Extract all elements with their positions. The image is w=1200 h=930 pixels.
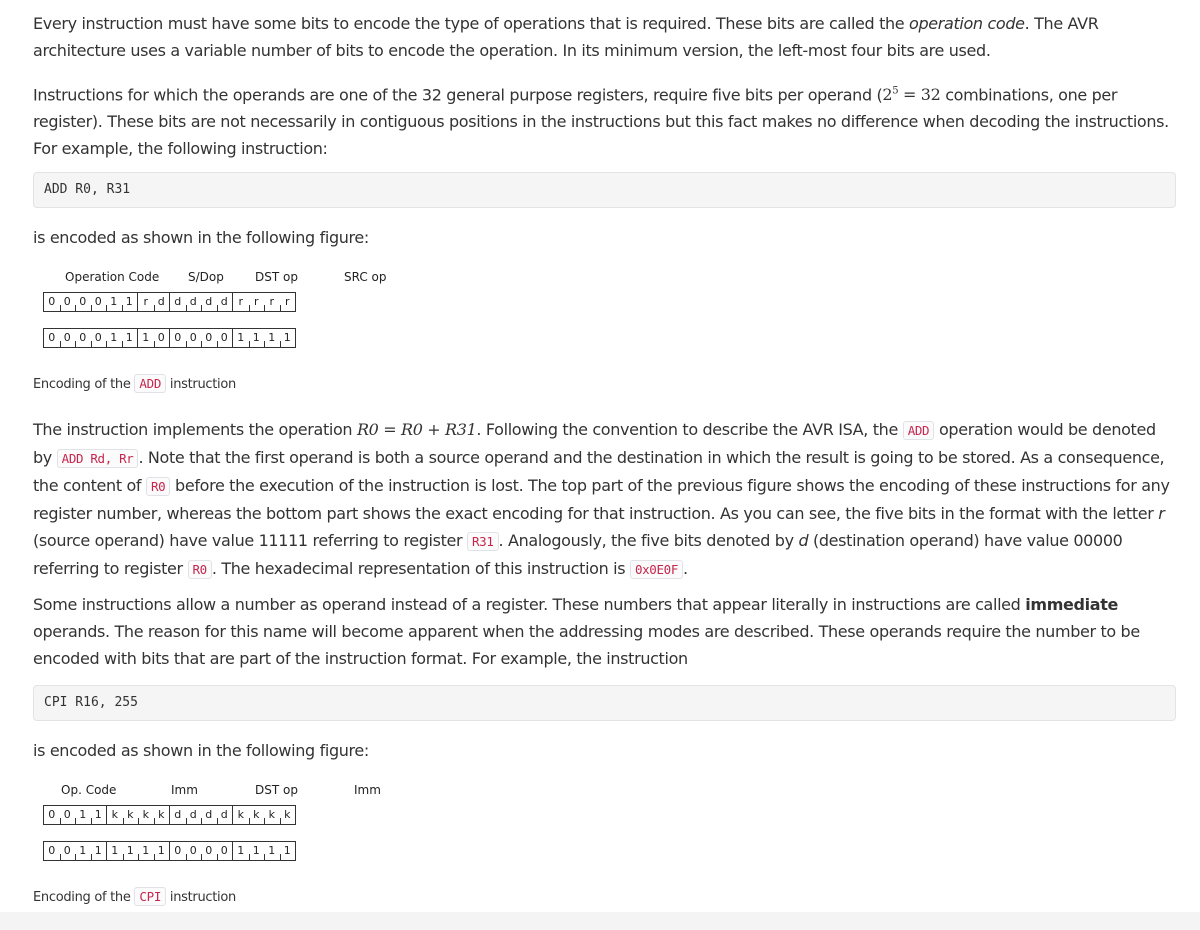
bit-cell: 1 <box>142 331 150 344</box>
bit-cell: d <box>186 806 202 824</box>
bit-group <box>43 328 138 348</box>
bit-cell: k <box>154 806 170 824</box>
fig1-header-sdop: S/Dop <box>188 270 224 284</box>
bit-cell: 0 <box>186 842 202 860</box>
bit-cell: 1 <box>91 842 107 860</box>
bit-group <box>169 328 233 348</box>
bit-cell: 1 <box>75 842 91 860</box>
code-r31: R31 <box>467 532 499 551</box>
bit-group <box>232 841 296 861</box>
paragraph-add-explanation: The instruction implements the operation R0 = R0 + R31. Following the convention to describe the AVR ISA, the ADD operation would be denoted by ADD Rd, Rr . Note that the first operand is both a source operand and the destination in which the result is going to be stored. As a consequence, the content of R0 before the execution of the instruction is lost. The top part of the previous figure shows the encoding of these instructions for any register number, whereas the bottom part shows the exact encoding for that instruction. As you can see, the five bits in the format with the letter r (source operand) have value 11111 referring to register R31 . Analogously, the five bits denoted by d (destination operand) have value 00000 referring to register R0 . The hexadecimal representation of this instruction is 0x0E0F . <box>33 420 1170 578</box>
bit-cell: 0 <box>91 329 107 347</box>
bit-cell: 0 <box>60 329 76 347</box>
paragraph-operation-code: Every instruction must have some bits to encode the type of operations that is required. These bits are called the operation code. The AVR architecture uses a variable number of bits to encode the operation. In its minimum version, the left-most four bits are used. <box>33 14 1099 60</box>
bit-cell: k <box>264 806 280 824</box>
code-r0-dest: R0 <box>188 560 212 579</box>
bit-cell: k <box>138 806 154 824</box>
bit-cell: 0 <box>75 293 91 311</box>
bit-cell: d <box>217 806 233 824</box>
figure-add-encoding <box>43 270 419 350</box>
bit-cell: 1 <box>91 806 107 824</box>
caption-add: Encoding of the ADD instruction <box>33 376 236 392</box>
bit-cell: 1 <box>106 329 122 347</box>
bit-group <box>169 805 233 825</box>
bit-group <box>232 328 296 348</box>
bit-cell: 1 <box>264 842 280 860</box>
code-r0: R0 <box>146 477 170 496</box>
bit-cell: 0 <box>174 844 182 857</box>
code-hex-0x0e0f: 0x0E0F <box>630 560 683 579</box>
term-immediate: immediate <box>1025 595 1118 614</box>
code-add: ADD <box>903 421 935 440</box>
bit-group <box>43 841 107 861</box>
bit-cell: d <box>154 293 170 311</box>
bit-cell: 1 <box>264 329 280 347</box>
math-2-pow-5: $2^5 = 32$ <box>882 85 941 105</box>
bit-cell: 1 <box>138 842 154 860</box>
bit-cell: 1 <box>123 842 139 860</box>
bit-cell: 0 <box>75 329 91 347</box>
fig2-header-imm-high: Imm <box>171 783 198 797</box>
bit-cell: k <box>249 806 265 824</box>
fig1-row-encoded <box>43 328 296 348</box>
bit-cell: d <box>174 295 182 308</box>
bit-cell: 0 <box>201 842 217 860</box>
bit-cell: 1 <box>249 329 265 347</box>
term-operation-code: operation code <box>909 14 1025 33</box>
bit-cell: r <box>280 293 296 311</box>
paragraph-immediate: Some instructions allow a number as operand instead of a register. These numbers that appear literally in instructions are called immediate operands. The reason for this name will become apparent when the addressing modes are described. These operands require the number to be encoded with bits that are part of the instruction format. For example, the instruction <box>33 595 1140 668</box>
caption-add-code: ADD <box>134 374 166 393</box>
fig2-header-imm-low: Imm <box>354 783 381 797</box>
bit-cell: 0 <box>60 842 76 860</box>
bit-cell: 0 <box>186 329 202 347</box>
bit-cell: 0 <box>217 329 233 347</box>
fig2-header-opcode: Op. Code <box>61 783 117 797</box>
page-bottom-strip <box>0 912 1200 930</box>
bit-cell: 0 <box>48 295 56 308</box>
bit-group <box>43 805 107 825</box>
bit-cell: 1 <box>249 842 265 860</box>
bit-cell: 0 <box>201 329 217 347</box>
bit-cell: 1 <box>75 806 91 824</box>
bit-cell: 0 <box>154 329 170 347</box>
bit-group <box>137 328 170 348</box>
bit-cell: d <box>201 806 217 824</box>
code-block-cpi: CPI R16, 255 <box>33 685 1176 721</box>
bit-cell: d <box>174 808 182 821</box>
code-add-rd-rr: ADD Rd, Rr <box>57 449 139 468</box>
encoded-intro-1: is encoded as shown in the following figure: <box>33 228 369 247</box>
bit-cell: 1 <box>280 842 296 860</box>
bit-cell: k <box>111 808 118 821</box>
fig1-row-template <box>43 292 296 312</box>
code-block-add: ADD R0, R31 <box>33 172 1176 208</box>
bit-cell: r <box>249 293 265 311</box>
bit-cell: r <box>264 293 280 311</box>
bit-cell: 0 <box>48 844 56 857</box>
bit-group <box>106 805 170 825</box>
fig2-row-template <box>43 805 296 825</box>
caption-cpi-code: CPI <box>134 887 166 906</box>
fig2-header-dst: DST op <box>255 783 298 797</box>
paragraph-register-operands: Instructions for which the operands are one of the 32 general purpose registers, require five bits per operand ($2^5 = 32$ combinations, one per register). These bits are not necessarily in contiguous positions in the instructions but this fact makes no difference when decoding the instructions. For example, the following instruction: <box>33 85 1169 159</box>
bit-cell: 1 <box>122 293 138 311</box>
caption-cpi: Encoding of the CPI instruction <box>33 889 236 905</box>
fig1-header-opcode: Operation Code <box>65 270 160 284</box>
bit-group <box>169 841 233 861</box>
bit-cell: d <box>186 293 202 311</box>
bit-cell: 0 <box>217 842 233 860</box>
bit-cell: 0 <box>60 293 76 311</box>
bit-cell: d <box>217 293 233 311</box>
figure-cpi-encoding <box>43 783 419 863</box>
bit-cell: r <box>238 295 244 308</box>
bit-group <box>232 805 296 825</box>
bit-cell: 1 <box>280 329 296 347</box>
bit-cell: k <box>280 806 296 824</box>
bit-cell: 0 <box>48 808 56 821</box>
math-r0-equation: R0 = R0 + R31 <box>356 420 477 439</box>
bit-group <box>137 292 170 312</box>
bit-cell: 1 <box>111 844 119 857</box>
encoded-intro-2: is encoded as shown in the following figure: <box>33 741 369 760</box>
bit-group <box>232 292 296 312</box>
bit-group <box>106 841 170 861</box>
bit-cell: 0 <box>91 293 107 311</box>
bit-cell: 0 <box>60 806 76 824</box>
bit-cell: k <box>123 806 139 824</box>
bit-cell: 0 <box>48 331 56 344</box>
bit-cell: 1 <box>237 331 245 344</box>
bit-group <box>43 292 138 312</box>
bit-cell: 1 <box>154 842 170 860</box>
bit-cell: 1 <box>122 329 138 347</box>
bit-group <box>169 292 233 312</box>
bit-cell: d <box>201 293 217 311</box>
fig1-header-dst: DST op <box>255 270 298 284</box>
bit-cell: 1 <box>106 293 122 311</box>
bit-cell: r <box>143 295 149 308</box>
bit-cell: 0 <box>174 331 182 344</box>
bit-cell: 1 <box>237 844 245 857</box>
fig1-header-src: SRC op <box>344 270 387 284</box>
bit-cell: k <box>237 808 244 821</box>
fig2-row-encoded <box>43 841 296 861</box>
